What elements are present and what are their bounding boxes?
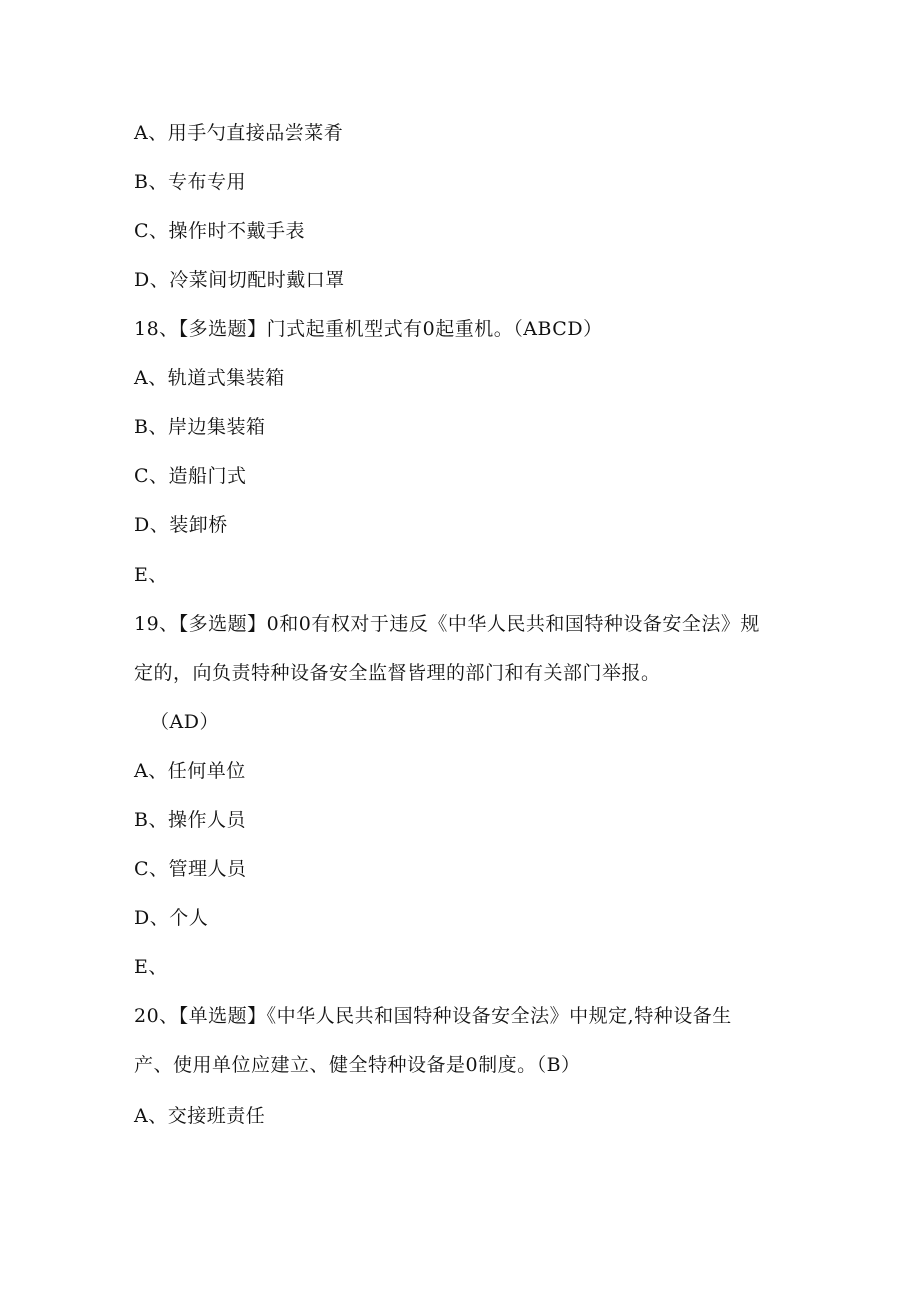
q19-stem-line1: 19、【多选题】0和0有权对于违反《中华人民共和国特种设备安全法》规 [134, 613, 760, 635]
q17-option-d: D、冷菜间切配时戴口罩 [134, 269, 345, 291]
q17-option-b: B、专布专用 [134, 171, 246, 193]
q19-stem-line2: 定的，向负责特种设备安全监督皆理的部门和有关部门举报。 [134, 662, 661, 684]
q18-option-b: B、岸边集装箱 [134, 416, 266, 438]
q20-option-a: A、交接班责任 [134, 1105, 266, 1127]
q18-option-c: C、造船门式 [134, 465, 247, 487]
q20-stem-line2: 产、使用单位应建立、健全特种设备是0制度。（B） [134, 1054, 581, 1076]
q18-option-a: A、轨道式集装箱 [134, 367, 285, 389]
q18-option-e: E、 [134, 564, 168, 586]
q19-option-e: E、 [134, 956, 168, 978]
q19-option-c: C、管理人员 [134, 858, 247, 880]
q18-option-d: D、装卸桥 [134, 514, 228, 536]
q19-option-d: D、个人 [134, 907, 209, 929]
q19-option-a: A、任何单位 [134, 760, 246, 782]
q19-answer: （AD） [150, 711, 219, 733]
q20-stem-line1: 20、【单选题】《中华人民共和国特种设备安全法》中规定,特种设备生 [134, 1005, 732, 1027]
q19-option-b: B、操作人员 [134, 809, 246, 831]
q17-option-c: C、操作时不戴手表 [134, 220, 306, 242]
q18-stem: 18、【多选题】门式起重机型式有0起重机。（ABCD） [134, 318, 603, 340]
q17-option-a: A、用手勺直接品尝菜肴 [134, 122, 344, 144]
